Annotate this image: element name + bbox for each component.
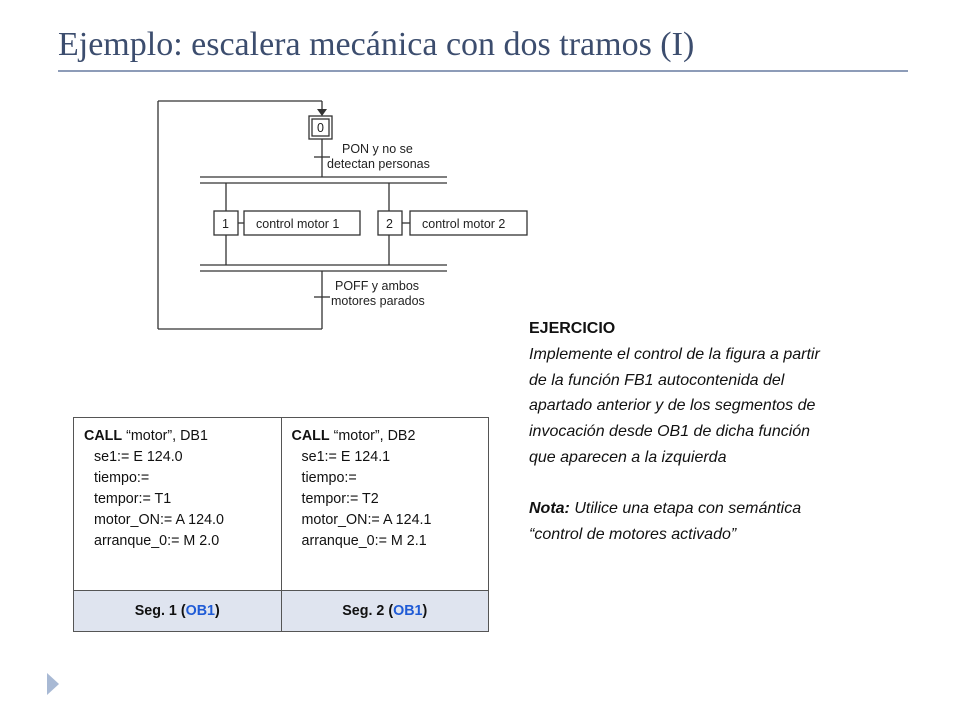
exercise-body-line: invocación desde OB1 de dicha función xyxy=(529,423,811,441)
code-line: arranque_0:= M 2.1 xyxy=(301,533,427,549)
ob1-link: OB1 xyxy=(393,603,423,619)
code-line: se1:= E 124.0 xyxy=(94,449,183,465)
nota-text-1: Utilice una etapa con semántica xyxy=(569,499,802,517)
action-1-label: control motor 1 xyxy=(256,217,340,231)
exercise-body-line: Implemente el control de la figura a partir xyxy=(529,345,820,363)
segment-prefix: Seg. 1 ( xyxy=(134,603,186,619)
code-row xyxy=(74,418,489,591)
call-line xyxy=(292,426,489,447)
code-line: se1:= E 124.1 xyxy=(301,449,391,465)
code-line: motor_ON:= A 124.1 xyxy=(301,512,432,528)
transition-0-label-line2: detectan personas xyxy=(327,157,430,171)
action-2-label: control motor 2 xyxy=(422,217,506,231)
nota-line-2 xyxy=(529,522,939,548)
code-line: tiempo:= xyxy=(301,470,357,486)
code-line: tempor:= T1 xyxy=(94,491,172,507)
segment-suffix: ) xyxy=(422,603,428,619)
bullet-arrow-icon xyxy=(47,673,59,695)
code-line: tiempo:= xyxy=(94,470,150,486)
call-keyword: CALL xyxy=(291,428,330,444)
exercise-spacer xyxy=(529,471,939,496)
code-table xyxy=(73,417,489,632)
slide-title: Ejemplo: escalera mecánica con dos tramos (I) xyxy=(58,26,695,63)
segment-suffix: ) xyxy=(215,603,220,619)
code-cell-db1 xyxy=(74,418,282,591)
nota-label: Nota: xyxy=(529,499,570,517)
segment-label-1 xyxy=(74,591,282,632)
nota-text-2: “control de motores activado” xyxy=(529,525,737,543)
ob1-link: OB1 xyxy=(185,603,215,619)
nota-line-1 xyxy=(529,496,939,522)
step-1-label: 1 xyxy=(222,217,229,231)
code-cell-db2 xyxy=(281,418,489,591)
exercise-heading: EJERCICIO xyxy=(529,320,616,337)
code-line: tempor:= T2 xyxy=(301,491,379,507)
segment-prefix: Seg. 2 ( xyxy=(342,603,394,619)
segment-row xyxy=(74,591,489,632)
exercise-text xyxy=(529,316,939,547)
transition-0-label-line1: PON y no se xyxy=(342,142,413,156)
transition-1-label-line2: motores parados xyxy=(331,294,425,308)
call-args: “motor”, DB2 xyxy=(329,428,416,444)
exercise-body-line: que aparecen a la izquierda xyxy=(529,448,727,466)
transition-1-label-line1: POFF y ambos xyxy=(335,279,420,293)
segment-label-2 xyxy=(281,591,489,632)
call-keyword: CALL xyxy=(84,428,123,444)
step-2-label: 2 xyxy=(386,217,393,231)
call-line xyxy=(84,426,281,447)
exercise-body-line: apartado anterior y de los segmentos de xyxy=(529,397,816,415)
code-line: arranque_0:= M 2.0 xyxy=(94,533,220,549)
step-0-label: 0 xyxy=(317,121,324,135)
call-args: “motor”, DB1 xyxy=(122,428,208,444)
exercise-body-line: de la función FB1 autocontenida del xyxy=(529,371,785,389)
code-line: motor_ON:= A 124.0 xyxy=(94,512,224,528)
arrow-into-step0-icon xyxy=(317,109,327,116)
